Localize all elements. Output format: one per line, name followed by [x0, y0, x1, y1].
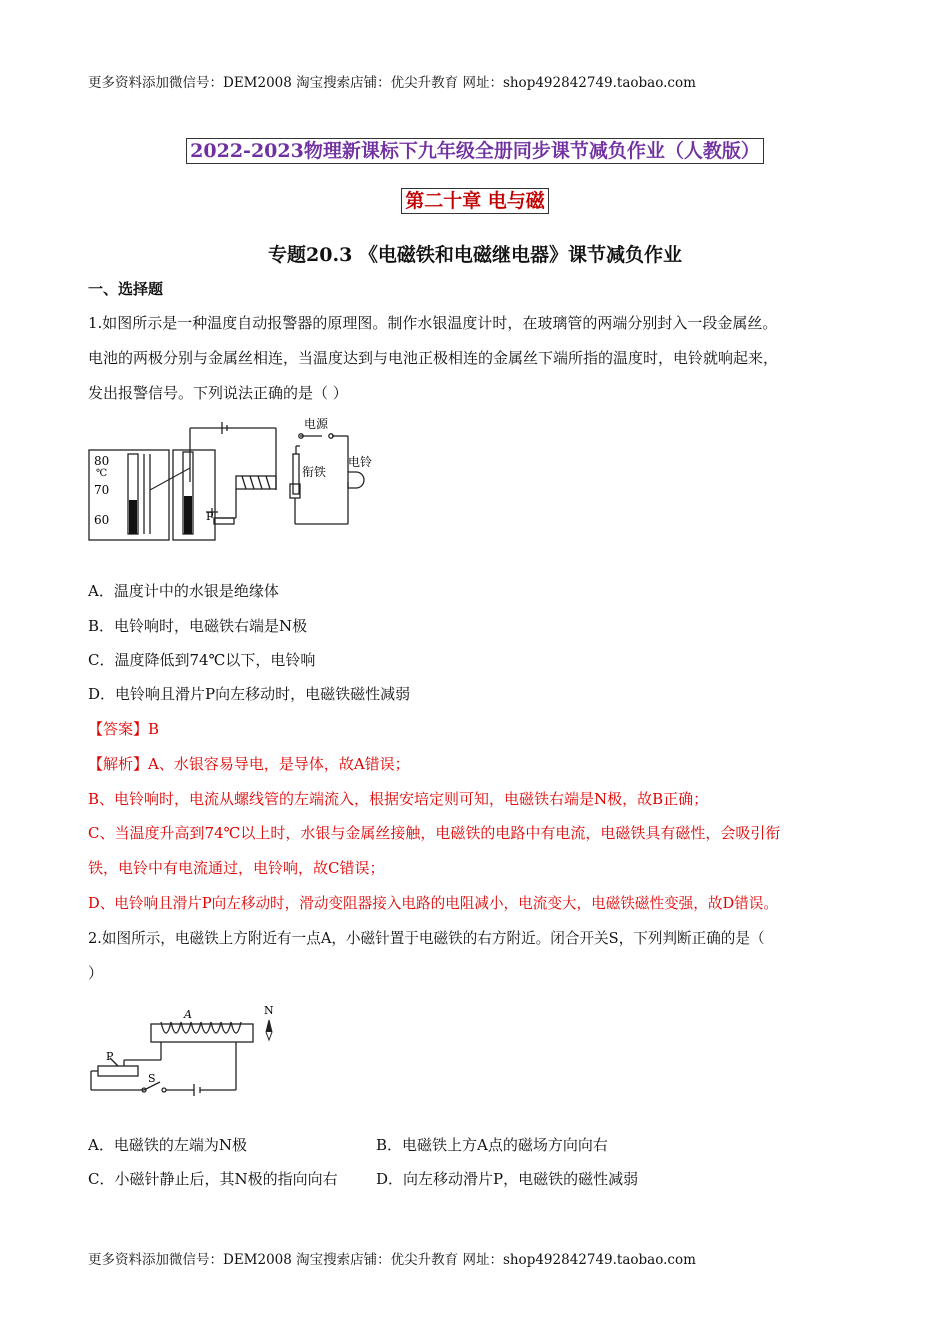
- chapter-title-text: 第二十章 电与磁: [401, 188, 549, 214]
- answer-label: 【答案】: [88, 720, 149, 738]
- series-title-text: 2022-2023物理新课标下九年级全册同步课节减负作业（人教版）: [186, 138, 764, 164]
- q1-stem-line1: 1.如图所示是一种温度自动报警器的原理图。制作水银温度计时，在玻璃管的两端分别封入一段金属丝。: [88, 314, 778, 332]
- q1-analysis-c2: 铁，电铃中有电流通过，电铃响，故C错误；: [88, 859, 385, 877]
- rheostat: [98, 1066, 138, 1076]
- scale-80: 80: [94, 454, 110, 468]
- section-heading: 一、选择题: [88, 280, 164, 298]
- q1-option-a: A．温度计中的水银是绝缘体: [88, 582, 279, 600]
- q1-temperature-alarm-diagram: [86, 412, 386, 542]
- q1-analysis-a: [88, 753, 410, 774]
- scale-60: 60: [94, 513, 110, 527]
- q2-option-d: D．向左移动滑片P，电磁铁的磁性减弱: [376, 1170, 639, 1188]
- q2-electromagnet-diagram: [86, 1000, 286, 1100]
- label-n: N: [264, 1004, 274, 1017]
- series-title: [0, 138, 950, 164]
- q1-stem-line3: 发出报警信号。下列说法正确的是（ ）: [88, 384, 348, 402]
- topic-title: 专题20.3 《电磁铁和电磁继电器》课节减负作业: [268, 244, 682, 266]
- q1-answer: [88, 718, 159, 739]
- q1-analysis-c1: C、当温度升高到74℃以上时，水银与金属丝接触，电磁铁的电路中有电流，电磁铁具有磁性，会吸引衔: [88, 824, 781, 842]
- q1-analysis-b: B、电铃响时，电流从螺线管的左端流入，根据安培定则可知，电磁铁右端是N极，故B正确；: [88, 790, 709, 808]
- answer-value: B: [148, 720, 160, 738]
- label-a: A: [184, 1008, 192, 1021]
- armature: [293, 454, 299, 494]
- label-power: 电源: [304, 417, 329, 431]
- alarm-thermometer-panel: [173, 450, 215, 540]
- label-p: P: [106, 1050, 114, 1063]
- label-armature: 衔铁: [302, 465, 327, 479]
- label-s: S: [148, 1072, 156, 1085]
- analysis-label: 【解析】: [88, 755, 149, 773]
- mercury-column: [129, 500, 137, 534]
- page-header: 更多资料添加微信号：DEM2008 淘宝搜索店铺：优尖升教育 网址：shop492842749.taobao.com: [88, 75, 696, 91]
- q1-option-b: B．电铃响时，电磁铁右端是N极: [88, 617, 308, 635]
- chapter-title: [0, 188, 950, 214]
- scale-celsius: ℃: [96, 468, 108, 479]
- q1-option-c: C．温度降低到74℃以下，电铃响: [88, 651, 316, 669]
- q1-analysis-d: D、电铃响且滑片P向左移动时，滑动变阻器接入电路的电阻减小，电流变大，电磁铁磁性变强，故D错误。: [88, 895, 778, 912]
- q2-option-b: B．电磁铁上方A点的磁场方向向右: [376, 1136, 608, 1154]
- q2-stem-line2: ）: [88, 964, 104, 982]
- scale-70: 70: [94, 483, 110, 497]
- q1-option-d: D．电铃响且滑片P向左移动时，电磁铁磁性减弱: [88, 685, 411, 703]
- q1-stem-line2: 电池的两极分别与金属丝相连，当温度达到与电池正极相连的金属丝下端所指的温度时，电铃就响起来，: [88, 349, 779, 367]
- label-bell: 电铃: [348, 455, 373, 469]
- q2-stem-line1: 2.如图所示，电磁铁上方附近有一点A，小磁针置于电磁铁的右方附近。闭合开关S，下列判断正确的是（: [88, 930, 765, 947]
- page-footer: 更多资料添加微信号：DEM2008 淘宝搜索店铺：优尖升教育 网址：shop492842749.taobao.com: [88, 1252, 696, 1268]
- analysis-a-text: A、水银容易导电，是导体，故A错误；: [148, 755, 410, 773]
- q2-option-c: C．小磁针静止后，其N极的指向向右: [88, 1170, 338, 1188]
- label-p: P: [206, 510, 214, 523]
- q2-option-a: A．电磁铁的左端为N极: [88, 1136, 247, 1154]
- bell-icon: [348, 472, 364, 488]
